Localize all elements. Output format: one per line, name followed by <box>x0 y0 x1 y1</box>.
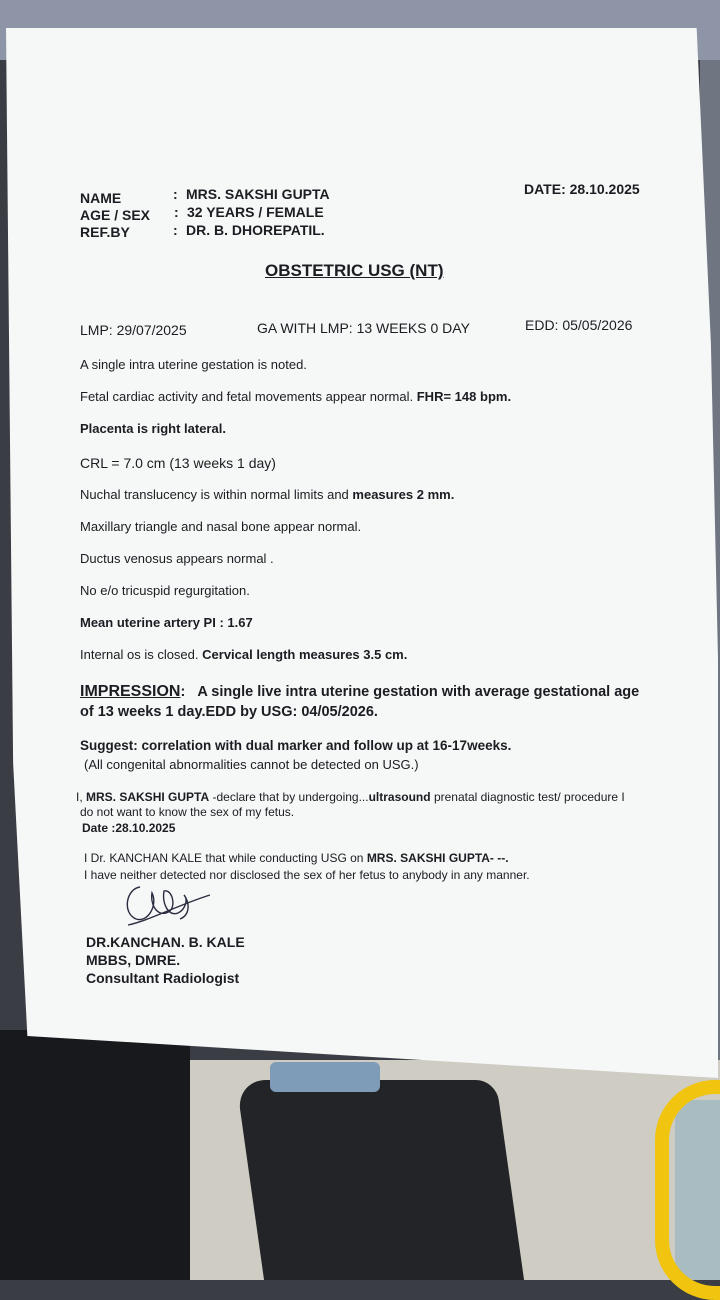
finding-cervix <box>80 647 407 662</box>
ga-lmp: GA WITH LMP: 13 WEEKS 0 DAY <box>257 320 470 336</box>
ref-label: REF.BY <box>80 224 130 240</box>
declaration-line-2: do not want to know the sex of my fetus. <box>80 805 295 819</box>
doctor-declaration-line-2: I have neither detected nor disclosed the sex of her fetus to anybody in any manner. <box>84 868 530 882</box>
finding-tricuspid: No e/o tricuspid regurgitation. <box>80 583 250 598</box>
impression-text-1: A single live intra uterine gestation with average gestational age <box>197 684 640 700</box>
cardiac-text: Fetal cardiac activity and fetal movements appear normal. <box>80 389 414 404</box>
doc-decl-patient: MRS. SAKSHI GUPTA- --. <box>366 851 509 865</box>
name-sep: : <box>173 186 178 202</box>
decl-prefix: I, <box>76 790 83 804</box>
lmp: LMP: 29/07/2025 <box>80 322 187 338</box>
impression-line-1 <box>80 683 639 701</box>
signature-graphic <box>118 875 218 935</box>
decl-text-1: -declare that by undergoing... <box>212 790 369 804</box>
finding-cardiac <box>80 389 511 404</box>
doctor-declaration-line-1 <box>84 851 509 865</box>
decl-ultrasound: ultrasound <box>368 790 431 804</box>
report-title: OBSTETRIC USG (NT) <box>265 261 444 280</box>
fhr-unit: bpm. <box>480 389 512 404</box>
suggest-line-2: (All congenital abnormalities cannot be detected on USG.) <box>84 757 419 772</box>
age-value: 32 YEARS / FEMALE <box>187 204 324 220</box>
background-yellow-bin <box>655 1080 720 1300</box>
background-jeans <box>270 1062 380 1092</box>
cervical-length: Cervical length measures 3.5 cm. <box>202 647 408 662</box>
age-sep: : <box>174 204 179 220</box>
os-text: Internal os is closed. <box>80 647 199 662</box>
ref-sep: : <box>173 222 178 238</box>
finding-crl: CRL = 7.0 cm (13 weeks 1 day) <box>80 455 276 471</box>
nt-unit: mm. <box>427 487 455 502</box>
decl-text-2: prenatal diagnostic test/ procedure I <box>433 790 625 804</box>
declaration-line-1 <box>76 790 625 804</box>
suggest-line-1: Suggest: correlation with dual marker and follow up at 16-17weeks. <box>80 738 512 753</box>
fhr-value: 148 <box>454 389 477 404</box>
background-pant <box>236 1080 524 1280</box>
patient-name: MRS. SAKSHI GUPTA <box>186 186 330 202</box>
finding-uterine-pi: Mean uterine artery PI : 1.67 <box>80 615 253 630</box>
finding-ductus: Ductus venosus appears normal . <box>80 551 274 566</box>
name-label: NAME <box>80 190 122 206</box>
finding-gestation: A single intra uterine gestation is noted. <box>80 357 307 372</box>
impression-label: IMPRESSION <box>80 683 181 700</box>
signatory-name: DR.KANCHAN. B. KALE <box>86 934 245 950</box>
doc-decl-text: I Dr. KANCHAN KALE that while conducting USG on <box>84 851 364 865</box>
impression-colon: : <box>180 684 186 700</box>
signatory-role: Consultant Radiologist <box>86 970 240 986</box>
signatory-degree: MBBS, DMRE. <box>86 952 181 968</box>
ref-value: DR. B. DHOREPATIL. <box>186 222 325 238</box>
fhr-label: FHR= <box>416 389 452 404</box>
finding-nt <box>80 487 454 502</box>
finding-placenta: Placenta is right lateral. <box>80 421 226 436</box>
finding-maxillary: Maxillary triangle and nasal bone appear normal. <box>80 519 362 534</box>
declaration-date: Date :28.10.2025 <box>82 821 176 835</box>
decl-patient: MRS. SAKSHI GUPTA <box>86 790 210 804</box>
impression-text-2: of 13 weeks 1 day.EDD by USG: 04/05/2026. <box>80 704 378 720</box>
edd: EDD: 05/05/2026 <box>525 317 633 333</box>
nt-measure: measures 2 <box>352 487 424 502</box>
age-label: AGE / SEX <box>80 207 151 223</box>
report-date: DATE: 28.10.2025 <box>524 181 640 197</box>
nt-text: Nuchal translucency is within normal limits and <box>80 487 349 502</box>
background-dark-left <box>0 1030 190 1280</box>
